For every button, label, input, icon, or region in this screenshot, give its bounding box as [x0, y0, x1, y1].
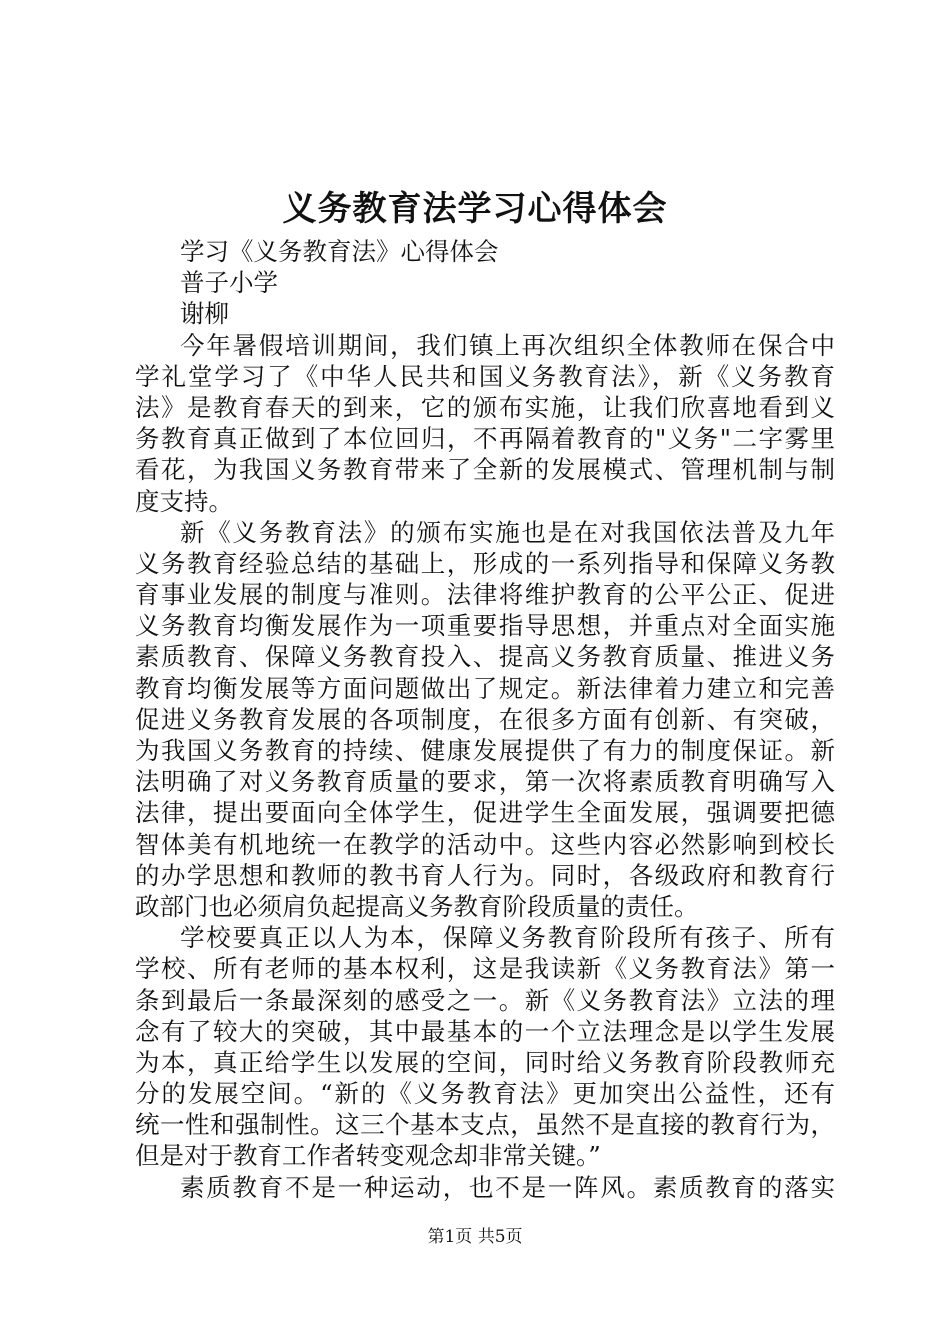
- text-line: 法律，提出要面向全体学生，促进学生全面发展，强调要把德: [135, 798, 835, 828]
- text-line: 度支持。: [135, 486, 233, 516]
- text-line: 促进义务教育发展的各项制度，在很多方面有创新、有突破，: [135, 704, 835, 734]
- text-line: 务教育真正做到了本位回归，不再隔着教育的"义务"二字雾里: [135, 424, 835, 454]
- text-line: 义务教育经验总结的基础上，形成的一系列指导和保障义务教: [135, 548, 835, 578]
- text-line: 教育均衡发展等方面问题做出了规定。新法律着力建立和完善: [135, 673, 835, 703]
- text-line: 看花，为我国义务教育带来了全新的发展模式、管理机制与制: [135, 455, 835, 485]
- author-line: 谢柳: [180, 299, 229, 329]
- text-line: 义务教育均衡发展作为一项重要指导思想，并重点对全面实施: [135, 611, 835, 641]
- text-line: 素质教育、保障义务教育投入、提高义务教育质量、推进义务: [135, 642, 835, 672]
- text-line: 新《义务教育法》的颁布实施也是在对我国依法普及九年: [180, 517, 835, 547]
- subtitle-line: 学习《义务教育法》心得体会: [180, 237, 499, 266]
- text-line: 条到最后一条最深刻的感受之一。新《义务教育法》立法的理: [135, 985, 835, 1015]
- document-title: 义务教育法学习心得体会: [282, 189, 668, 229]
- text-line: 智体美有机地统一在教学的活动中。这些内容必然影响到校长: [135, 829, 835, 859]
- text-line: 统一性和强制性。这三个基本支点，虽然不是直接的教育行为，: [135, 1110, 835, 1140]
- text-line: 为本，真正给学生以发展的空间，同时给义务教育阶段教师充: [135, 1047, 835, 1077]
- text-line: 但是对于教育工作者转变观念却非常关键。”: [135, 1141, 601, 1171]
- text-line: 今年暑假培训期间，我们镇上再次组织全体教师在保合中: [180, 330, 835, 360]
- text-line: 育事业发展的制度与准则。法律将维护教育的公平公正、促进: [135, 580, 835, 610]
- text-line: 法明确了对义务教育质量的要求，第一次将素质教育明确写入: [135, 767, 835, 797]
- text-line: 学礼堂学习了《中华人民共和国义务教育法》，新《义务教育: [135, 361, 835, 391]
- text-line: 学校、所有老师的基本权利，这是我读新《义务教育法》第一: [135, 954, 835, 984]
- text-line: 素质教育不是一种运动，也不是一阵风。素质教育的落实: [180, 1172, 835, 1202]
- text-line: 分的发展空间。“新的《义务教育法》更加突出公益性，还有: [135, 1079, 835, 1109]
- text-line: 为我国义务教育的持续、健康发展提供了有力的制度保证。新: [135, 736, 835, 765]
- text-line: 念有了较大的突破，其中最基本的一个立法理念是以学生发展: [135, 1016, 835, 1046]
- text-line: 法》是教育春天的到来，它的颁布实施，让我们欣喜地看到义: [135, 392, 835, 422]
- school-line: 普子小学: [180, 268, 278, 298]
- text-line: 政部门也必须肩负起提高义务教育阶段质量的责任。: [135, 891, 699, 921]
- page-footer: 第1页 共5页: [427, 1227, 523, 1247]
- text-line: 的办学思想和教师的教书育人行为。同时，各级政府和教育行: [135, 860, 835, 890]
- document-body: [135, 236, 835, 1203]
- text-line: 学校要真正以人为本，保障义务教育阶段所有孩子、所有: [180, 923, 835, 953]
